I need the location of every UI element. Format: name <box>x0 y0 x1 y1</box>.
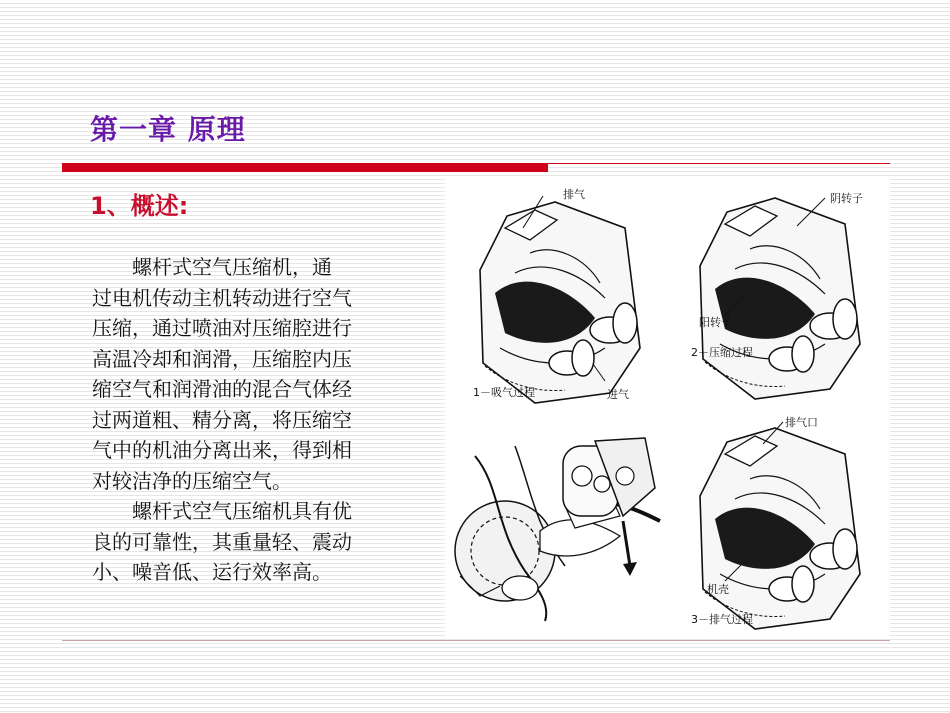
label-exhaust-port: 排气口 <box>785 416 818 429</box>
body-line: 缩空气和润滑油的混合气体经 <box>92 377 352 401</box>
stage2-diagram <box>700 198 860 399</box>
label-casing: 机壳 <box>707 583 729 596</box>
slide-title: 第一章 原理 <box>90 113 246 146</box>
body-text <box>92 252 437 588</box>
compressor-diagram <box>445 176 890 636</box>
body-line: 对较洁净的压缩空气。 <box>92 468 292 493</box>
body-line: 小、噪音低、运行效率高。 <box>92 560 332 584</box>
label-stage3: 3－排气过程 <box>691 613 753 626</box>
stage1-diagram <box>480 196 640 403</box>
body-line: 气中的机油分离出来，得到相 <box>92 438 352 462</box>
body-line: 螺杆式空气压缩机，通 <box>92 255 332 279</box>
label-stage1: 1－吸气过程 <box>473 386 535 399</box>
label-exhaust: 排气 <box>563 188 585 201</box>
section-heading: 1、概述: <box>90 192 189 220</box>
body-line: 良的可靠性，其重量轻、震动 <box>92 529 352 554</box>
title-underline-thin <box>548 163 890 164</box>
disassembled-compressor <box>455 438 660 621</box>
body-line: 过两道粗、精分离，将压缩空 <box>92 407 352 432</box>
stage3-diagram <box>700 422 860 629</box>
label-intake: 进气 <box>607 388 629 401</box>
body-line: 压缩，通过喷油对压缩腔进行 <box>92 316 352 340</box>
footer-divider <box>62 640 890 641</box>
body-line: 过电机传动主机转动进行空气 <box>92 285 352 310</box>
label-female-rotor: 阴转子 <box>830 192 863 205</box>
label-stage2: 2－压缩过程 <box>691 346 753 359</box>
title-underline-bar <box>62 163 548 172</box>
label-male-rotor: 阳转子 <box>699 316 732 329</box>
body-line: 螺杆式空气压缩机具有优 <box>92 499 352 523</box>
body-line: 高温冷却和润滑，压缩腔内压 <box>92 346 352 371</box>
